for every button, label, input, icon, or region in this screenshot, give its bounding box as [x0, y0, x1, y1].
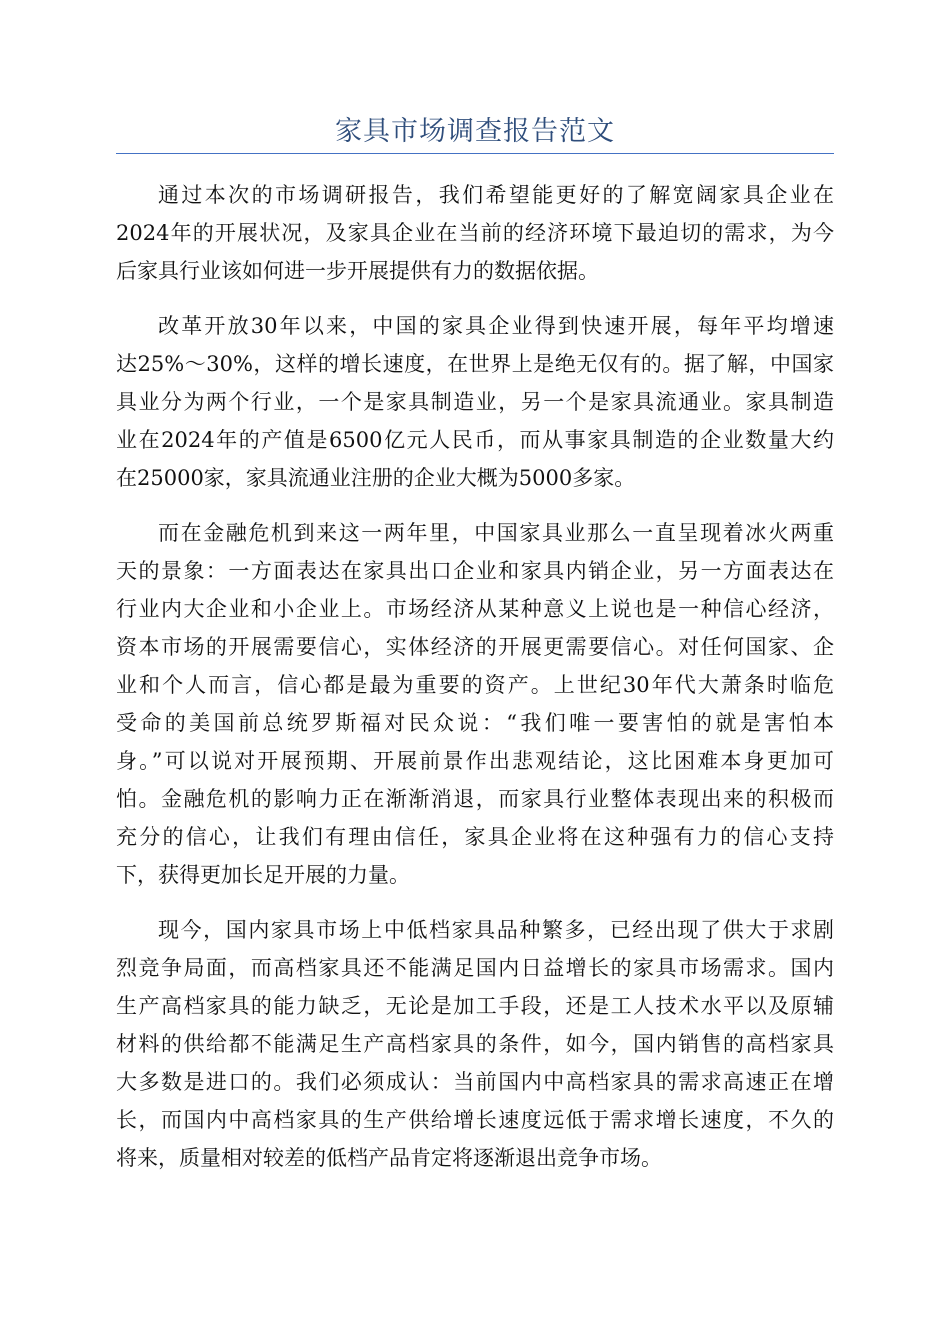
text-line: 大多数是进口的。我们必须成认：当前国内中高档家具的需求高速正在增 [116, 1070, 834, 1094]
text-line: 将来，质量相对较差的低档产品肯定将逐渐退出竞争市场。 [116, 1146, 662, 1170]
document-body [116, 176, 834, 1194]
text-line: 在25000家，家具流通业注册的企业大概为5000多家。 [116, 466, 636, 490]
text-line: 资本市场的开展需要信心，实体经济的开展更需要信心。对任何国家、企 [116, 635, 834, 659]
text-line: 现今，国内家具市场上中低档家具品种繁多，已经出现了供大于求剧 [158, 918, 834, 942]
text-line: 身。”可以说对开展预期、开展前景作出悲观结论，这比困难本身更加可 [116, 749, 834, 773]
document-title: 家具市场调查报告范文 [335, 116, 615, 147]
title-underline [116, 153, 834, 154]
text-line: 具业分为两个行业，一个是家具制造业，另一个是家具流通业。家具制造 [116, 390, 834, 414]
text-line: 材料的供给都不能满足生产高档家具的条件，如今，国内销售的高档家具 [116, 1032, 834, 1056]
text-line: 行业内大企业和小企业上。市场经济从某种意义上说也是一种信心经济， [116, 597, 834, 621]
text-line: 生产高档家具的能力缺乏，无论是加工手段，还是工人技术水平以及原辅 [116, 994, 834, 1018]
text-line: 长，而国内中高档家具的生产供给增长速度远低于需求增长速度，不久的 [116, 1108, 834, 1132]
paragraph-2 [116, 307, 834, 497]
text-line: 通过本次的市场调研报告，我们希望能更好的了解宽阔家具企业在 [158, 183, 834, 207]
text-line: 受命的美国前总统罗斯福对民众说：“我们唯一要害怕的就是害怕本 [116, 711, 834, 735]
text-line: 充分的信心，让我们有理由信任，家具企业将在这种强有力的信心支持 [116, 825, 834, 849]
text-line: 烈竞争局面，而高档家具还不能满足国内日益增长的家具市场需求。国内 [116, 956, 834, 980]
text-line: 2024年的开展状况，及家具企业在当前的经济环境下最迫切的需求，为今 [116, 221, 834, 245]
text-line: 业和个人而言，信心都是最为重要的资产。上世纪30年代大萧条时临危 [116, 673, 834, 697]
paragraph-1 [116, 176, 834, 290]
paragraph-4 [116, 911, 834, 1177]
text-line: 而在金融危机到来这一两年里，中国家具业那么一直呈现着冰火两重 [158, 521, 834, 545]
text-line: 后家具行业该如何进一步开展提供有力的数据依据。 [116, 259, 599, 283]
paragraph-3 [116, 514, 834, 894]
text-line: 改革开放30年以来，中国的家具企业得到快速开展，每年平均增速 [158, 314, 834, 338]
text-line: 业在2024年的产值是6500亿元人民币，而从事家具制造的企业数量大约 [116, 428, 834, 452]
text-line: 达25%～30%，这样的增长速度，在世界上是绝无仅有的。据了解，中国家 [116, 352, 834, 376]
text-line: 天的景象：一方面表达在家具出口企业和家具内销企业，另一方面表达在 [116, 559, 834, 583]
text-line: 怕。金融危机的影响力正在渐渐消退，而家具行业整体表现出来的积极而 [116, 787, 834, 811]
text-line: 下，获得更加长足开展的力量。 [116, 863, 410, 887]
